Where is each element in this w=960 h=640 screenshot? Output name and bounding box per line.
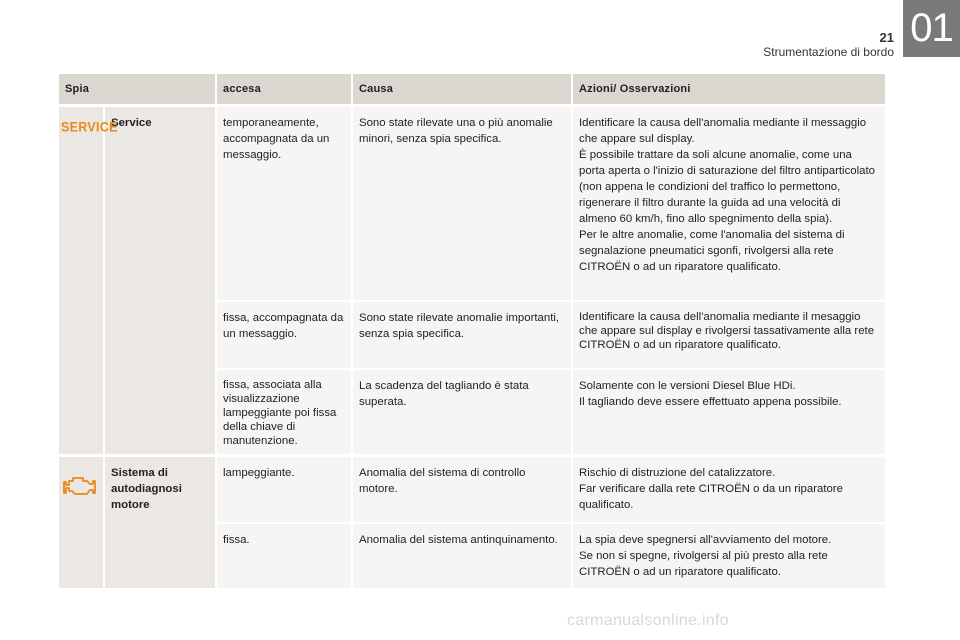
column-header-azioni: Azioni/ Osservazioni — [573, 74, 885, 104]
accesa-cell: lampeggiante. — [217, 454, 351, 522]
causa-cell: Anomalia del sistema di controllo motore. — [353, 454, 571, 522]
azioni-cell — [573, 368, 885, 454]
azioni-line: È possibile trattare da soli alcune anomalie, come una porta aperta o l'inizio di saturazione del filtro antiparticolato (non appena le condizioni del traffico lo permettono, rigenerare il filtro durante la guida ad una velocità di almeno 60 km/h, fino allo spegnimento della spia). — [579, 149, 875, 225]
watermark: carmanualsonline.info — [567, 612, 729, 629]
table-row — [59, 104, 885, 300]
causa-cell: Sono state rilevate una o più anomalie minori, senza spia specifica. — [353, 104, 571, 300]
light-name: Service — [105, 104, 215, 454]
engine-icon — [63, 473, 97, 499]
azioni-cell — [573, 104, 885, 300]
icon-cell — [59, 454, 103, 588]
azioni-cell — [573, 522, 885, 588]
service-icon: SERVICE — [61, 119, 118, 135]
accesa-cell: fissa, associata alla visualizzazione lampeggiante poi fissa della chiave di manutenzione. — [217, 368, 351, 454]
azioni-line: Solamente con le versioni Diesel Blue HDi. — [579, 380, 796, 392]
azioni-line: Identificare la causa dell'anomalia mediante il mesaggio che appare sul display e rivolgersi tassativamente alla rete CITROËN o ad un riparatore qualificato. — [579, 311, 875, 351]
azioni-cell — [573, 454, 885, 522]
column-header-spia: Spia — [59, 74, 215, 104]
page-number: 21 — [879, 30, 894, 45]
accesa-cell: temporaneamente, accompagnata da un messaggio. — [217, 104, 351, 300]
column-header-causa: Causa — [353, 74, 571, 104]
chapter-tab: 01 — [903, 0, 960, 57]
section-title: Strumentazione di bordo — [763, 45, 894, 59]
warning-lights-table — [57, 74, 887, 588]
azioni-line: Rischio di distruzione del catalizzatore. — [579, 467, 776, 479]
azioni-line: Se non si spegne, rivolgersi al più presto alla rete CITROËN o ad un riparatore qualificato. — [579, 550, 828, 578]
accesa-cell: fissa. — [217, 522, 351, 588]
azioni-line: Far verificare dalla rete CITROËN o da un riparatore qualificato. — [579, 483, 843, 511]
azioni-cell — [573, 300, 885, 368]
azioni-line: Il tagliando deve essere effettuato appena possibile. — [579, 396, 842, 408]
azioni-line: Per le altre anomalie, come l'anomalia del sistema di segnalazione pneumatici sgonfi, rivolgersi alla rete CITROËN o ad un riparatore qualificato. — [579, 229, 845, 273]
azioni-line: La spia deve spegnersi all'avviamento del motore. — [579, 534, 832, 546]
causa-cell: Sono state rilevate anomalie importanti, senza spia specifica. — [353, 300, 571, 368]
azioni-line: Identificare la causa dell'anomalia mediante il messaggio che appare sul display. — [579, 117, 867, 145]
icon-cell — [59, 104, 118, 454]
causa-cell: La scadenza del tagliando è stata superata. — [353, 368, 571, 454]
light-name: Sistema di autodiagnosi motore — [105, 454, 215, 588]
column-header-accesa: accesa — [217, 74, 351, 104]
accesa-cell: fissa, accompagnata da un messaggio. — [217, 300, 351, 368]
causa-cell: Anomalia del sistema antinquinamento. — [353, 522, 571, 588]
table-row — [59, 454, 885, 522]
table-header-row — [59, 74, 885, 104]
